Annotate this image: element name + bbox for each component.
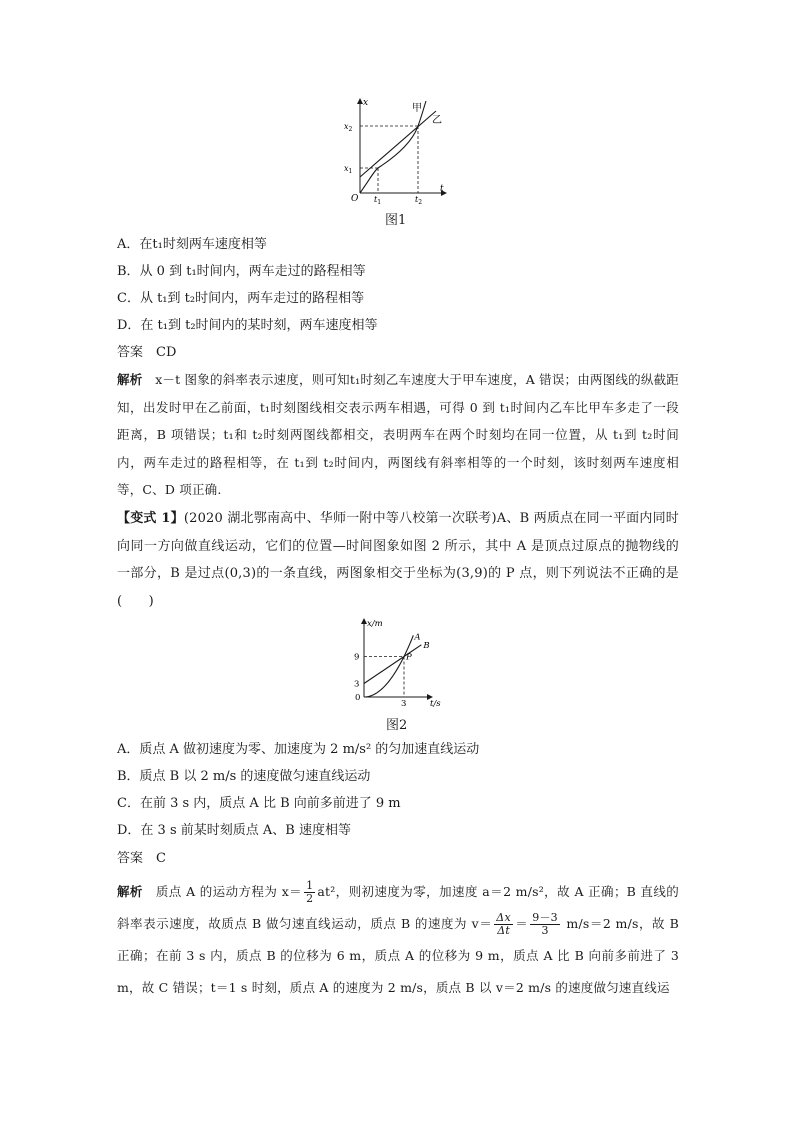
figure-2-caption: 图2 (386, 718, 408, 733)
fig2-series-B (364, 645, 421, 684)
figure-1-caption: 图1 (385, 213, 407, 228)
analysis-2-p1: 质点 A 的运动方程为 x＝ (155, 884, 303, 899)
fig1-origin-label: O (351, 194, 359, 204)
fig1-tick-x1: $x_1$ (344, 164, 353, 175)
option-2d: D．在 3 s 前某时刻质点 A、B 速度相等 (117, 823, 351, 838)
option-2b: B．质点 B 以 2 m/s 的速度做匀速直线运动 (117, 769, 371, 784)
analysis-1 (117, 366, 679, 504)
fig1-tick-t2: $t_2$ (415, 195, 423, 205)
variant-text: A、B 两质点在同一平面内同时向同一方向做直线运动，它们的位置—时间图象如图 2 所示，其中 A 是顶点过原点的抛物线的一部分，B 是过点(0,3)的一条直线，两图象相交于坐标为(3,9)的 P 点，则下列说法不正确的是( ) (117, 511, 679, 609)
analysis-2-label: 解析 (117, 884, 143, 899)
variant-question (117, 505, 679, 615)
analysis-2-p4: m/s＝2 m/s，故 B 正确；在前 3 s 内，质点 B 的位移为 6 m，质点 A 的位移为 9 m，质点 A 比 B 向前多前进了 3 m，故 C 错误；t＝1 s 时刻，质点 A 的速度为 2 m/s，质点 B 以 v＝2 m/s 的速度做匀速直线运 (117, 916, 680, 995)
analysis-2 (117, 876, 679, 1004)
option-2c: C．在前 3 s 内，质点 A 比 B 向前多前进了 9 m (117, 796, 401, 811)
fraction-velocity: $\frac{9-3}{3}$ (532, 911, 558, 937)
fig2-tick-3x: 3 (401, 699, 407, 709)
fig2-label-P: P (406, 652, 412, 663)
fig1-tick-t1: $t_1$ (374, 195, 382, 205)
analysis-2-p2: at²，则初速度为零，加速度 a＝2 m/s²，故 A 正确；B 直线的斜率表示速度，故质点 B 做匀速直线运动，质点 B 的速度为 v＝ (117, 884, 679, 931)
fig2-tick-3y: 3 (354, 679, 360, 690)
figure-2 (348, 617, 448, 709)
fraction-one-half: $\frac{1}{2}$ (306, 879, 314, 905)
option-1d: D．在 t₁到 t₂时间内的某时刻，两车速度相等 (117, 318, 378, 333)
fig2-axis-x-label: t/s (430, 699, 441, 709)
fraction-dx-dt: $\frac{\Delta x}{\Delta t}$ (496, 911, 511, 937)
fig1-axis-y-label: x (363, 98, 369, 108)
fig2-label-A: A (414, 632, 421, 643)
answer-1: 答案 CD (117, 345, 177, 360)
option-2a: A．质点 A 做初速度为零、加速度为 2 m/s² 的匀加速直线运动 (117, 742, 480, 757)
option-1c: C．从 t₁到 t₂时间内，两车走过的路程相等 (117, 291, 365, 306)
answer-2: 答案 C (117, 851, 166, 866)
fig1-label-jia: 甲 (412, 103, 422, 114)
fig2-tick-0: 0 (355, 693, 361, 703)
variant-source: (2020 湖北鄂南高中、华师一附中等八校第一次联考) (183, 511, 497, 526)
fig1-tick-x2: $x_2$ (344, 122, 353, 133)
option-1a: A．在t₁时刻两车速度相等 (117, 237, 267, 252)
analysis-2-p3: ＝ (514, 916, 529, 931)
figure-1 (340, 95, 460, 205)
fig2-tick-9: 9 (354, 652, 360, 663)
analysis-1-label: 解析 (117, 372, 143, 387)
fig1-curve-jia (360, 101, 426, 193)
fig2-label-B: B (423, 640, 430, 651)
fig1-label-yi: 乙 (432, 115, 442, 126)
fig2-axis-y-label: x/m (367, 619, 383, 629)
variant-label: 【变式 1】 (117, 511, 184, 526)
fig1-line-yi (360, 111, 436, 177)
option-1b: B．从 0 到 t₁时间内，两车走过的路程相等 (117, 264, 366, 279)
analysis-1-text: x－t 图象的斜率表示速度，则可知t₁时刻乙车速度大于甲车速度，A 错误；由两图线的纵截距知，出发时甲在乙前面，t₁时刻图线相交表示两车相遇，可得 0 到 t₁时间内乙车比甲车多走了一段距离，B 项错误；t₁和 t₂时刻两图线都相交，表明两车在两个时刻均在同一位置，从 t₁到 t₂时间内，两车走过的路程相等，在 t₁到 t₂时间内，两图线有斜率相等的一个时刻，该时刻两车速度相等，C、D 项正确. (117, 372, 680, 497)
fig1-axis-x-label: t (440, 184, 444, 194)
